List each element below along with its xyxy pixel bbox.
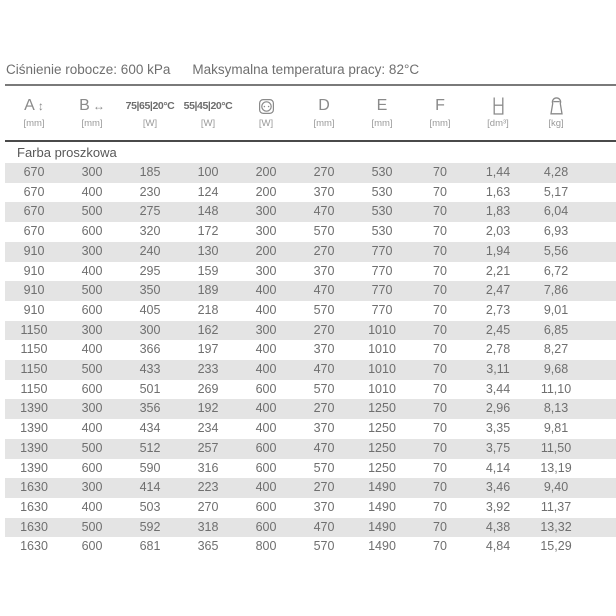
column-label: 55|45|20°C [183,100,233,112]
table-cell: 6,04 [543,204,569,219]
table-cell: 500 [81,204,103,219]
table-cell: 70 [433,224,447,239]
table-cell: 1250 [368,440,396,455]
table-row [5,321,616,341]
spacer-cell [585,380,616,400]
table-cell: 470 [313,362,335,377]
table-cell: 500 [81,283,103,298]
table-cell: 4,28 [543,165,569,179]
table-cell: 6,93 [543,224,569,239]
table-cell: 370 [313,421,335,436]
table-cell: 600 [81,381,103,396]
table-cell: 70 [433,499,447,514]
table-cell: 530 [371,165,393,179]
table-cell: 670 [23,224,45,239]
table-cell: 600 [255,519,277,534]
table-cell: 162 [197,322,219,337]
table-cell: 70 [433,204,447,219]
table-cell: 5,17 [543,184,569,199]
table-cell: 233 [197,362,219,377]
table-cell: 185 [139,165,161,179]
table-cell: 269 [197,381,219,396]
table-cell: 270 [313,480,335,495]
table-cell: 1150 [20,322,48,337]
radiator-spec-table [5,86,616,557]
table-cell: 70 [433,165,447,179]
table-cell: 4,14 [485,460,511,475]
table-cell: 1250 [368,401,396,416]
spacer-cell [585,518,616,538]
column-unit: [W] [142,118,158,129]
table-cell: 2,78 [485,342,511,357]
table-cell: 70 [433,283,447,298]
column-unit: [W] [258,118,274,129]
table-cell: 400 [255,362,277,377]
table-body [5,141,616,557]
table-cell: 3,75 [485,440,511,455]
spacer-cell [585,202,616,222]
table-cell: 570 [313,539,335,554]
table-cell: 300 [81,401,103,416]
column-header-dimension-f [411,86,469,141]
table-cell: 470 [313,283,335,298]
operating-conditions [0,0,616,78]
table-cell: 590 [139,460,161,475]
table-cell: 1390 [20,401,48,416]
table-cell: 148 [197,204,219,219]
table-cell: 570 [313,302,335,317]
table-cell: 1150 [20,342,48,357]
column-header-dimension-e [353,86,411,141]
table-cell: 300 [139,322,161,337]
spacer-cell [585,459,616,479]
table-cell: 1390 [20,440,48,455]
table-cell: 365 [197,539,219,554]
column-unit: [mm] [81,118,103,129]
table-cell: 503 [139,499,161,514]
table-cell: 8,27 [543,342,569,357]
table-row [5,281,616,301]
table-cell: 270 [313,401,335,416]
column-label: D [318,97,330,114]
column-unit: [kg] [548,118,564,129]
table-cell: 1,63 [485,184,511,199]
table-cell: 300 [255,204,277,219]
table-cell: 257 [197,440,219,455]
spacer-cell [585,360,616,380]
table-cell: 300 [255,322,277,337]
table-cell: 405 [139,302,161,317]
table-cell: 70 [433,263,447,278]
table-cell: 240 [139,243,161,258]
column-unit: [dm³] [487,118,509,129]
table-cell: 681 [139,539,161,554]
table-cell: 1390 [20,460,48,475]
table-cell: 189 [197,283,219,298]
table-cell: 3,35 [485,421,511,436]
spacer-cell [585,242,616,262]
table-cell: 192 [197,401,219,416]
table-cell: 3,92 [485,499,511,514]
table-cell: 370 [313,263,335,278]
column-label: A ↕ [24,97,44,114]
table-row [5,518,616,538]
spacer-cell [585,183,616,203]
table-cell: 70 [433,460,447,475]
table-cell: 200 [255,165,277,179]
column-unit: [mm] [313,118,335,129]
column-header-power-55-45-20 [179,86,237,141]
table-header [5,86,616,141]
table-cell: 270 [313,243,335,258]
table-row [5,478,616,498]
table-cell: 200 [255,243,277,258]
table-row [5,537,616,557]
table-cell: 70 [433,401,447,416]
table-cell: 570 [313,224,335,239]
table-cell: 910 [23,302,45,317]
table-cell: 9,01 [543,302,569,317]
table-cell: 218 [197,302,219,317]
table-cell: 100 [197,165,219,179]
table-cell: 300 [81,322,103,337]
table-cell: 1,44 [485,165,511,179]
table-cell: 1010 [368,381,396,396]
table-cell: 400 [255,421,277,436]
table-cell: 1490 [368,499,396,514]
table-cell: 770 [371,263,393,278]
table-cell: 200 [255,184,277,199]
table-cell: 197 [197,342,219,357]
table-cell: 11,10 [540,381,572,396]
table-cell: 910 [23,263,45,278]
table-row [5,202,616,222]
table-cell: 370 [313,184,335,199]
table-cell: 6,72 [543,263,569,278]
table-cell: 400 [81,499,103,514]
table-cell: 11,50 [540,440,572,455]
table-cell: 9,81 [543,421,569,436]
table-cell: 470 [313,204,335,219]
table-cell: 800 [255,539,277,554]
table-cell: 1010 [368,362,396,377]
column-label: B ↔ [79,97,105,114]
table-cell: 70 [433,421,447,436]
column-header-electric-power [237,86,295,141]
working-pressure-text: Ciśnienie robocze: 600 kPa [6,62,171,77]
table-cell: 400 [81,263,103,278]
table-cell: 1390 [20,421,48,436]
spacer-cell [585,281,616,301]
table-cell: 1630 [20,539,48,554]
table-row [5,439,616,459]
table-cell: 670 [23,204,45,219]
column-header-height-a [5,86,63,141]
table-row [5,242,616,262]
table-cell: 770 [371,302,393,317]
table-cell: 1490 [368,519,396,534]
table-cell: 600 [255,499,277,514]
spacer-cell [585,262,616,282]
table-cell: 70 [433,480,447,495]
table-cell: 600 [81,224,103,239]
table-cell: 400 [255,283,277,298]
table-cell: 400 [255,342,277,357]
table-cell: 234 [197,421,219,436]
table-cell: 1010 [368,342,396,357]
table-cell: 1490 [368,480,396,495]
table-cell: 270 [197,499,219,514]
table-cell: 316 [197,460,219,475]
column-header-power-75-65-20 [121,86,179,141]
table-cell: 350 [139,283,161,298]
table-cell: 300 [81,480,103,495]
table-cell: 70 [433,362,447,377]
table-cell: 600 [255,460,277,475]
column-header-dimension-d [295,86,353,141]
table-cell: 1010 [368,322,396,337]
table-cell: 275 [139,204,161,219]
table-cell: 670 [23,165,45,179]
table-cell: 320 [139,224,161,239]
column-header-weight [527,86,585,141]
column-unit: [mm] [429,118,451,129]
table-row [5,399,616,419]
max-temperature-text: Maksymalna temperatura pracy: 82°C [192,62,420,77]
table-cell: 400 [81,342,103,357]
table-cell: 5,56 [543,243,569,258]
column-label: E [376,97,388,114]
table-cell: 2,96 [485,401,511,416]
table-cell: 370 [313,499,335,514]
table-cell: 400 [255,302,277,317]
table-cell: 4,84 [485,539,511,554]
spacer-cell [585,399,616,419]
column-unit: [mm] [23,118,45,129]
table-cell: 400 [81,184,103,199]
table-cell: 470 [313,519,335,534]
table-cell: 6,85 [543,322,569,337]
table-cell: 70 [433,342,447,357]
table-row [5,419,616,439]
table-cell: 230 [139,184,161,199]
table-cell: 770 [371,283,393,298]
table-cell: 2,73 [485,302,511,317]
table-cell: 8,13 [543,401,569,416]
table-cell: 600 [81,539,103,554]
weight-icon [548,97,565,115]
table-cell: 570 [313,381,335,396]
arrow-left-right-icon: ↔ [92,99,105,113]
table-cell: 356 [139,401,161,416]
table-cell: 670 [23,184,45,199]
table-cell: 592 [139,519,161,534]
table-row [5,380,616,400]
spacer-cell [585,163,616,183]
spacer-cell [585,419,616,439]
table-cell: 530 [371,224,393,239]
table-cell: 530 [371,204,393,219]
table-cell: 295 [139,263,161,278]
table-cell: 70 [433,539,447,554]
table-cell: 7,86 [543,283,569,298]
table-cell: 70 [433,322,447,337]
table-cell: 1150 [20,362,48,377]
arrow-up-down-icon: ↕ [37,99,44,113]
table-row [5,340,616,360]
table-cell: 570 [313,460,335,475]
table-cell: 130 [197,243,219,258]
table-row [5,360,616,380]
table-cell: 1150 [20,381,48,396]
spacer-cell [585,537,616,557]
table-cell: 318 [197,519,219,534]
water-volume-icon [492,97,505,115]
table-cell: 600 [81,302,103,317]
table-cell: 1,83 [485,204,511,219]
table-cell: 70 [433,302,447,317]
table-cell: 600 [255,381,277,396]
spacer-cell [585,301,616,321]
table-row [5,222,616,242]
column-label: 75|65|20°C [125,100,175,112]
table-cell: 270 [313,322,335,337]
table-cell: 172 [197,224,219,239]
table-cell: 500 [81,519,103,534]
table-cell: 13,32 [540,519,572,534]
table-cell: 2,45 [485,322,511,337]
table-cell: 910 [23,243,45,258]
table-cell: 1490 [368,539,396,554]
spacer-cell [585,340,616,360]
table-cell: 770 [371,243,393,258]
table-cell: 414 [139,480,161,495]
table-cell: 3,11 [486,362,510,377]
table-cell: 434 [139,421,161,436]
table-cell: 600 [255,440,277,455]
column-header-water-volume [469,86,527,141]
table-cell: 1250 [368,460,396,475]
table-cell: 400 [81,421,103,436]
table-cell: 70 [433,243,447,258]
table-row [5,183,616,203]
table-row [5,163,616,183]
table-cell: 9,40 [543,480,569,495]
table-cell: 400 [255,401,277,416]
table-cell: 1,94 [485,243,511,258]
table-cell: 1630 [20,480,48,495]
spacer-column [585,86,616,141]
table-cell: 910 [23,283,45,298]
table-cell: 500 [81,440,103,455]
table-cell: 400 [255,480,277,495]
table-cell: 15,29 [540,539,572,554]
table-cell: 2,03 [485,224,511,239]
column-unit: [mm] [371,118,393,129]
section-title: Farba proszkowa [17,145,117,160]
table-cell: 1630 [20,499,48,514]
table-cell: 300 [255,224,277,239]
table-cell: 433 [139,362,161,377]
table-cell: 70 [433,381,447,396]
column-header-width-b [63,86,121,141]
table-cell: 300 [255,263,277,278]
spacer-cell [585,222,616,242]
table-cell: 366 [139,342,161,357]
table-row [5,498,616,518]
table-cell: 3,46 [485,480,511,495]
table-cell: 223 [197,480,219,495]
column-unit: [W] [200,118,216,129]
table-cell: 1250 [368,421,396,436]
table-cell: 70 [433,184,447,199]
table-cell: 501 [139,381,161,396]
spacer-cell [585,478,616,498]
table-cell: 11,37 [540,499,572,514]
column-label: F [435,97,445,114]
spacer-cell [585,321,616,341]
table-row [5,301,616,321]
socket-icon [258,97,275,115]
table-cell: 1630 [20,519,48,534]
table-cell: 70 [433,440,447,455]
table-cell: 70 [433,519,447,534]
table-row [5,262,616,282]
table-cell: 13,19 [540,460,572,475]
table-cell: 600 [81,460,103,475]
section-row-farba-proszkowa [5,141,616,163]
table-cell: 500 [81,362,103,377]
table-cell: 370 [313,342,335,357]
table-cell: 124 [197,184,219,199]
table-cell: 2,47 [485,283,511,298]
table-cell: 300 [81,165,103,179]
table-row [5,459,616,479]
spacer-cell [585,498,616,518]
table-cell: 470 [313,440,335,455]
table-cell: 530 [371,184,393,199]
table-cell: 3,44 [485,381,511,396]
table-cell: 512 [139,440,161,455]
table-cell: 159 [197,263,219,278]
spacer-cell [585,439,616,459]
table-cell: 9,68 [543,362,569,377]
table-header-row [5,86,616,141]
table-cell: 4,38 [485,519,511,534]
table-cell: 2,21 [485,263,511,278]
table-cell: 300 [81,243,103,258]
table-cell: 270 [313,165,335,179]
